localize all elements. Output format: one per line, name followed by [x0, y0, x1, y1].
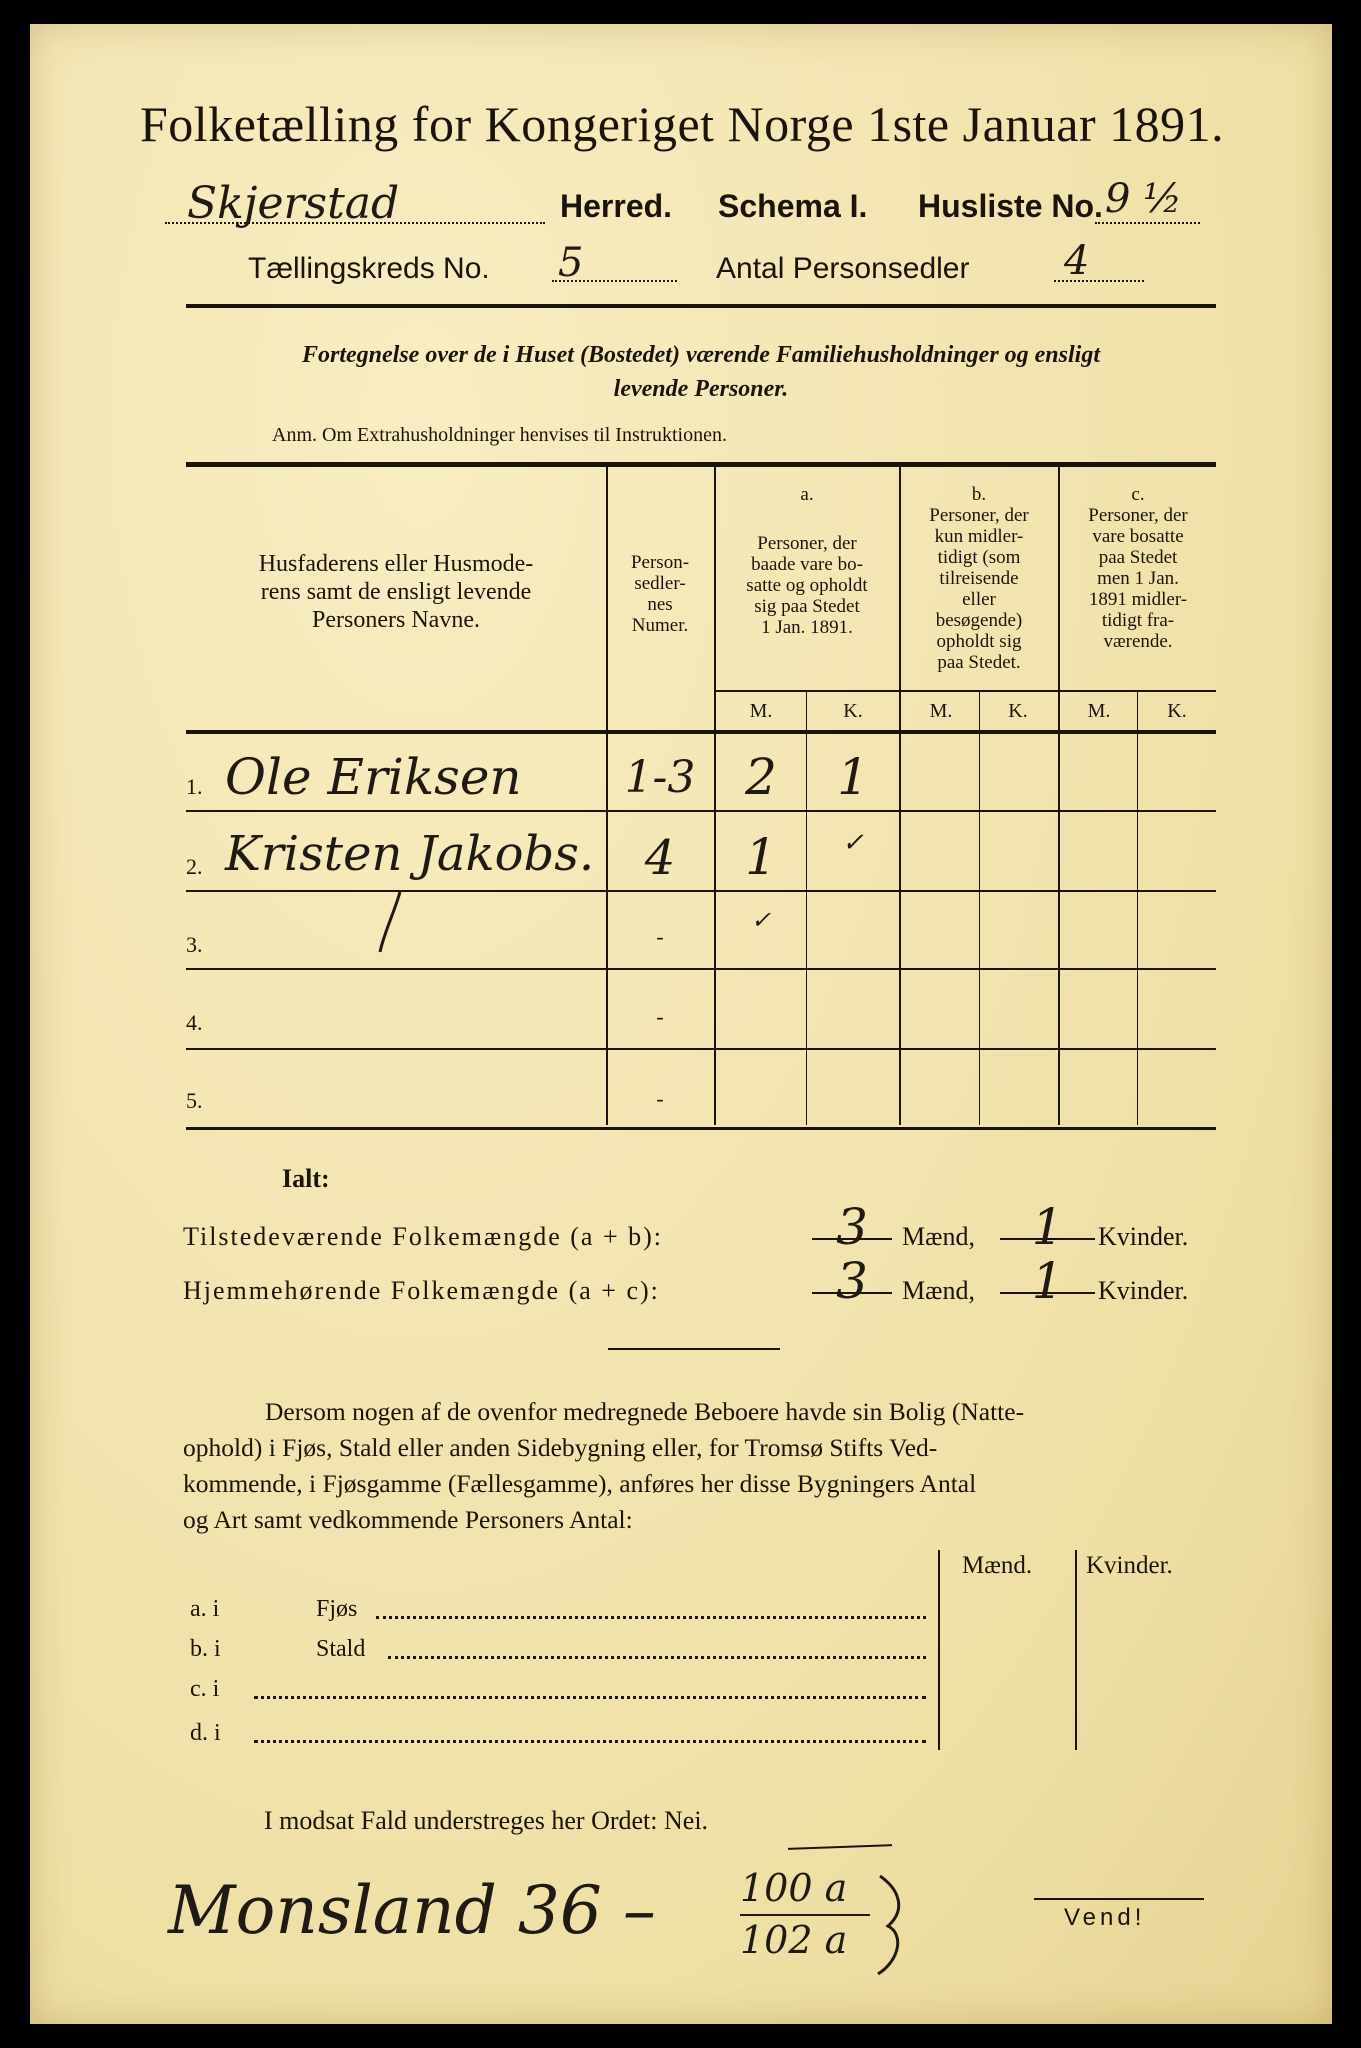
header-rule	[186, 304, 1216, 308]
outbuilding-b-label: b. i	[190, 1636, 221, 1662]
col-head-b-l4: tilreisende	[939, 568, 1019, 589]
col-head-number-l1: Person-	[630, 552, 690, 573]
col-head-names	[190, 550, 602, 634]
outbuilding-b-leader	[388, 1656, 926, 1659]
col-head-b-l8: paa Stedet.	[937, 652, 1021, 673]
table-top-rule	[186, 462, 1216, 467]
hjemme-m-field	[812, 1252, 892, 1310]
fraction-bar	[740, 1914, 870, 1916]
col-head-number	[608, 552, 712, 636]
tilstede-k-value: 1	[1031, 1198, 1064, 1256]
col-head-b	[902, 484, 1056, 673]
row-1-name: Ole Eriksen	[225, 748, 522, 806]
para-line2: ophold) i Fjøs, Stald eller anden Sidebygning eller, for Tromsø Stifts Ved-	[183, 1433, 938, 1462]
kreds-value: 5	[558, 240, 584, 286]
col-head-b-l2: kun midler-	[934, 526, 1024, 547]
tilstede-kvinder: Kvinder.	[1098, 1222, 1189, 1251]
col-head-a-l2: baade vare bo-	[751, 554, 863, 575]
row-3-number: -	[656, 924, 664, 949]
row-1-a-m: 2	[745, 748, 777, 806]
tilstede-m-field	[812, 1198, 892, 1256]
col-head-number-l4: Numer.	[631, 615, 689, 636]
herred-value: Skjerstad	[187, 178, 400, 229]
outbuilding-d-label: d. i	[190, 1720, 221, 1746]
footer-fraction-top: 100 a	[740, 1866, 848, 1910]
col-head-b-l6: besøgende)	[935, 610, 1023, 631]
outbuilding-d-leader	[254, 1740, 926, 1743]
row-rule-1	[186, 810, 1216, 812]
row-3-no: 3.	[186, 932, 203, 957]
hjemme-k-value: 1	[1031, 1252, 1064, 1310]
row-2-name: Kristen Jakobs.	[225, 826, 595, 882]
row-2-number: 4	[644, 830, 676, 886]
herred-label: Herred.	[560, 188, 673, 224]
ialt-label: Ialt:	[282, 1164, 330, 1193]
row-2-a-k: ✓	[842, 828, 864, 858]
annotation-note: Anm. Om Extrahusholdninger henvises til Instruktionen.	[272, 424, 727, 446]
vline-c-mk	[1137, 690, 1138, 1125]
row-1-a-k: 1	[837, 748, 869, 806]
para-line1: Dersom nogen af de ovenfor medregnede Beboere havde sin Bolig (Natte-	[265, 1397, 1025, 1426]
col-head-b-l5: eller	[962, 589, 996, 610]
outbuilding-a-label: a. i	[190, 1596, 220, 1622]
col-head-a-letter: a.	[800, 484, 814, 505]
col-head-c-l2: vare bosatte	[1092, 526, 1184, 547]
husliste-value: 9 ½	[1105, 176, 1182, 222]
col-head-c-letter: c.	[1131, 484, 1145, 505]
row-rule-4	[186, 1048, 1216, 1050]
col-head-b-l7: opholdt sig	[936, 631, 1022, 652]
schema-label: Schema I.	[718, 188, 868, 224]
hjemme-kvinder: Kvinder.	[1098, 1276, 1189, 1305]
col-head-number-l2: sedler-	[634, 573, 686, 594]
brace-stroke	[870, 1870, 920, 1980]
vline-a-mk	[806, 690, 807, 1125]
outbuilding-a-leader	[376, 1616, 926, 1619]
col-kvinder: Kvinder.	[1086, 1552, 1173, 1579]
col-head-a	[716, 484, 898, 638]
outbuildings-paragraph	[183, 1394, 1213, 1538]
col-head-b-l1: Personer, der	[929, 505, 1029, 526]
hjemme-label: Hjemmehørende Folkemængde (a + c):	[183, 1276, 660, 1305]
b-k-head: K.	[1008, 700, 1028, 722]
vend-label: Vend!	[1064, 1904, 1146, 1931]
herred-field	[165, 178, 545, 229]
col-head-c-l4: men 1 Jan.	[1097, 568, 1179, 589]
outbuilding-a-name: Fjøs	[316, 1596, 358, 1622]
row-2-a-m: 1	[745, 828, 777, 886]
col-head-b-letter: b.	[971, 484, 987, 505]
row-4-number: -	[656, 1004, 664, 1029]
footer-handwriting: Monsland 36 –	[168, 1872, 656, 1949]
section-divider	[608, 1348, 780, 1350]
hjemme-k-field	[1000, 1252, 1095, 1310]
intro-line1: Fortegnelse over de i Huset (Bostedet) værende Familiehusholdninger og ensligt	[302, 342, 1100, 368]
tilstede-maend: Mænd,	[902, 1222, 975, 1251]
col-head-a-l4: sig paa Stedet	[754, 596, 860, 617]
c-m-head: M.	[1087, 700, 1111, 722]
row-rule-2	[186, 890, 1216, 892]
intro-text	[186, 338, 1216, 406]
personsedler-value: 4	[1064, 238, 1090, 284]
intro-line2: levende Personer.	[613, 376, 789, 402]
ditto-stroke	[370, 888, 410, 958]
a-m-head: M.	[749, 700, 773, 722]
para-line4: og Art samt vedkommende Personers Antal:	[183, 1505, 633, 1534]
husliste-field	[1095, 176, 1200, 226]
footer-fraction-bottom: 102 a	[740, 1918, 848, 1962]
col-head-number-l3: nes	[647, 594, 673, 615]
row-3-a-m: ✓	[750, 906, 772, 934]
col-maend: Mænd.	[962, 1552, 1033, 1579]
vline-b-mk	[979, 690, 980, 1125]
col-head-a-l1: Personer, der	[757, 533, 857, 554]
kreds-label: Tællingskreds No.	[248, 252, 490, 285]
col-head-a-l5: 1 Jan. 1891.	[761, 617, 853, 638]
col-head-b-l3: tidigt (som	[937, 547, 1021, 568]
b-m-head: M.	[929, 700, 953, 722]
outbuildings-vline-1	[938, 1550, 940, 1750]
col-head-c-l7: værende.	[1103, 631, 1173, 652]
tilstede-k-field	[1000, 1198, 1095, 1256]
vline-3	[899, 467, 901, 1125]
tilstede-label: Tilstedeværende Folkemængde (a + b):	[183, 1222, 663, 1251]
outbuilding-c-label: c. i	[190, 1676, 220, 1702]
col-head-a-l3: satte og opholdt	[746, 575, 868, 596]
row-4-no: 4.	[186, 1010, 203, 1035]
table-bottom-rule	[186, 1127, 1216, 1130]
col-head-names-l3: Personers Navne.	[312, 607, 480, 633]
outbuildings-vline-2	[1075, 1550, 1077, 1750]
row-rule-3	[186, 968, 1216, 970]
hjemme-maend: Mænd,	[902, 1276, 975, 1305]
row-1-no: 1.	[186, 774, 203, 799]
form-title: Folketælling for Kongeriget Norge 1ste Januar 1891.	[140, 96, 1225, 152]
col-head-names-l1: Husfaderens eller Husmode-	[258, 551, 534, 577]
col-head-c-l6: tidigt fra-	[1101, 610, 1175, 631]
vline-4	[1058, 467, 1060, 1125]
table-header-rule	[186, 730, 1216, 734]
col-head-c-l5: 1891 midler-	[1088, 589, 1188, 610]
tilstede-m-value: 3	[836, 1198, 868, 1256]
row-2-no: 2.	[186, 854, 203, 879]
col-head-c-l3: paa Stedet	[1098, 547, 1178, 568]
vend-rule	[1034, 1898, 1204, 1900]
para-line3: kommende, i Fjøsgamme (Fællesgamme), anføres her disse Bygningers Antal	[183, 1469, 977, 1498]
modsat-note: I modsat Fald understreges her Ordet: Nei.	[264, 1806, 709, 1835]
row-5-no: 5.	[186, 1088, 203, 1113]
hjemme-m-value: 3	[836, 1252, 868, 1310]
a-k-head: K.	[843, 700, 863, 722]
col-head-names-l2: rens samt de ensligt levende	[260, 579, 532, 605]
outbuilding-c-leader	[254, 1696, 926, 1699]
row-5-number: -	[656, 1086, 664, 1111]
personsedler-label: Antal Personsedler	[716, 252, 970, 285]
kreds-field	[552, 240, 677, 286]
husliste-label: Husliste No.	[918, 188, 1103, 224]
outbuilding-b-name: Stald	[316, 1636, 366, 1662]
row-1-number: 1-3	[624, 752, 696, 803]
mk-top-rule	[716, 690, 1216, 692]
c-k-head: K.	[1167, 700, 1187, 722]
personsedler-field	[1054, 238, 1144, 286]
col-head-c	[1060, 484, 1216, 652]
col-head-c-l1: Personer, der	[1088, 505, 1188, 526]
